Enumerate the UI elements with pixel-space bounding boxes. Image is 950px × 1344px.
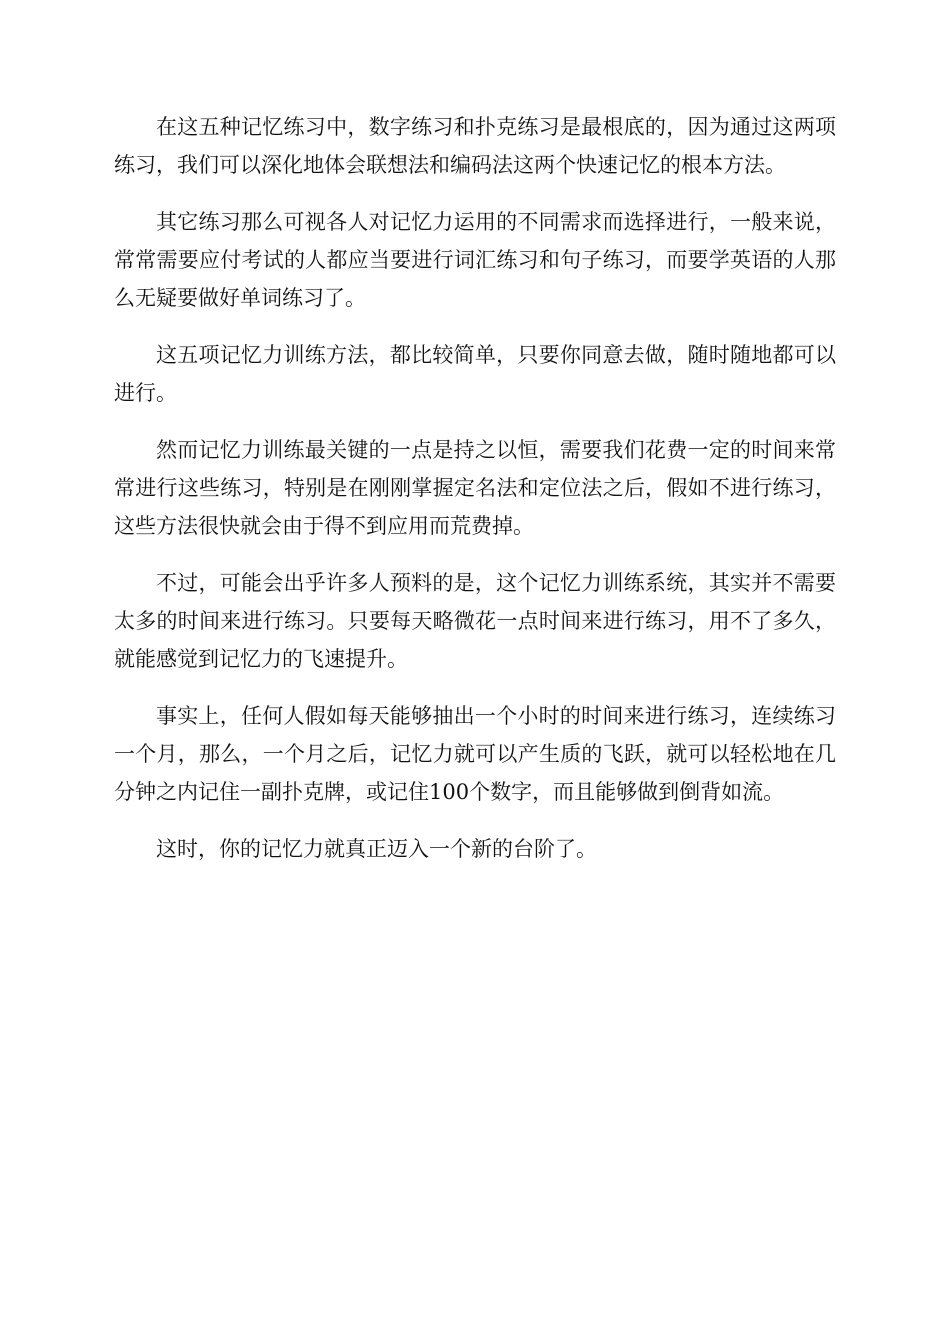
paragraph-6: 事实上，任何人假如每天能够抽出一个小时的时间来进行练习，连续练习一个月，那么，一个月之后，记忆力就可以产生质的飞跃，就可以轻松地在几分钟之内记住一副扑克牌，或记住100个数字，而且能够做到倒背如流。 xyxy=(114,704,836,804)
paragraph-7: 这时，你的记忆力就真正迈入一个新的台阶了。 xyxy=(156,837,597,861)
paragraph-4: 然而记忆力训练最关键的一点是持之以恒，需要我们花费一定的时间来常常进行这些练习，特别是在刚刚掌握定名法和定位法之后，假如不进行练习，这些方法很快就会由于得不到应用而荒费掉。 xyxy=(114,438,836,538)
paragraph-5: 不过，可能会出乎许多人预料的是，这个记忆力训练系统，其实并不需要太多的时间来进行练习。只要每天略微花一点时间来进行练习，用不了多久，就能感觉到记忆力的飞速提升。 xyxy=(114,571,836,671)
paragraph-3: 这五项记忆力训练方法，都比较简单，只要你同意去做，随时随地都可以进行。 xyxy=(114,343,836,405)
paragraph-2: 其它练习那么可视各人对记忆力运用的不同需求而选择进行，一般来说，常常需要应付考试的人都应当要进行词汇练习和句子练习，而要学英语的人那么无疑要做好单词练习了。 xyxy=(114,210,836,310)
paragraph-1: 在这五种记忆练习中，数字练习和扑克练习是最根底的，因为通过这两项练习，我们可以深化地体会联想法和编码法这两个快速记忆的根本方法。 xyxy=(114,115,836,177)
document-body xyxy=(114,108,836,887)
